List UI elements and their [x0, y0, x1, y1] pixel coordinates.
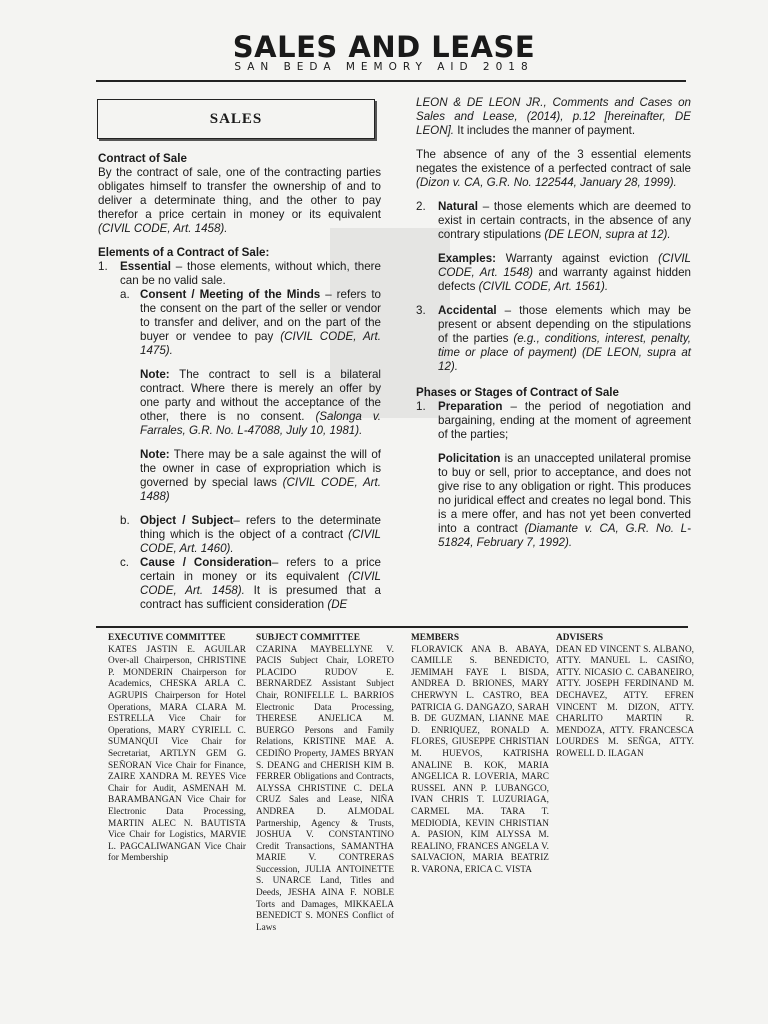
consent-text: – refers to the consent on the part of the seller or vendor to transfer and deliver, and on the part of the buyer or vendee to pay	[140, 288, 381, 343]
note-text: The contract to sell is a bilateral contract. Where there is merely an offer by one party and without the acceptance of the other, there is no consent.	[140, 368, 381, 423]
cause-citation: (CIVIL CODE, Art. 1458).	[140, 570, 381, 597]
note-expropriation	[98, 448, 381, 504]
members-list: FLORAVICK ANA B. ABAYA, CAMILLE S. BENEDICTO, JEMIMAH FAYE I. BISDA, ANDREA D. BRIONES, MARY CHERWYN L. CASTRO, BEA PATRICIA G. DANGAZO, SARAH B. DE GUZMAN, LIANNE MAE D. ENRIQUEZ, RONALD A. FLORES, GIUSEPPE CHRISTIAN M. HUEVOS, KATRISHA ANALINE B. KOK, MARIA ANGELICA R. LOVERIA, MARC RUSSEL ANN P. LUBANGCO, IVAN CHRIS T. LUZURIAGA, CARMEL MA. TARA T. MEDIODIA, KEVIN CHRISTIAN A. PASION, KIM ALYSSA M. REALINO, FRANCES ANGELA V. SALVACION, MARIA BEATRIZ R. VARONA, ERICA C. VISTA	[411, 644, 549, 875]
list-item-natural	[416, 200, 691, 242]
cause-citation-2: (DE	[327, 598, 348, 611]
policitation-citation: (Diamante v. CA, G.R. No. L-51824, February 7, 1992).	[438, 522, 691, 549]
subject-committee-list: CZARINA MAYBELLYNE V. PACIS Subject Chair, LORETO PLACIDO RUDOV E. BERNARDEZ Assistant Subject Chair, RONIFELLE L. BARRIOS Electronic Data Processing, THERESE ANJELICA M. BUERGO Persons and Family Relations, KRISTINE MAE A. CEDIÑO Property, JAMES BRYAN S. DEANG and CHERISH KIM B. FERRER Obligations and Contracts, ALYSSA CHRISTINE C. DELA CRUZ Sales and Lease, NIÑA ANDREA D. ALMODAL Partnership, Agency & Trusts, JOSHUA V. CONSTANTINO Credit Transactions, SAMANTHA MARIE V. CONTRERAS Succession, JULIA ANTOINETTE S. UNARCE Land, Titles and Deeds, JESHA AINA F. NOBLE Torts and Damages, MIKKAELA BENEDICT S. MONES Conflict of Laws	[256, 644, 394, 933]
essential-term: Essential	[120, 260, 171, 273]
essential-text: – those elements, without which, there can be no valid sale.	[120, 260, 381, 287]
list-number: 2.	[416, 200, 426, 213]
section-title-sales: SALES	[209, 111, 263, 127]
list-letter: b.	[120, 514, 130, 527]
continued-citation	[416, 96, 691, 138]
object-text: – refers to the determinate thing which is the object of a contract	[140, 514, 381, 541]
list-number: 3.	[416, 304, 426, 317]
continued-text: It includes the manner of payment.	[454, 124, 636, 137]
examples-citation: (CIVIL CODE, Art. 1548)	[438, 252, 691, 279]
page-subtitle: SAN BEDA MEMORY AID 2018	[234, 61, 534, 73]
note-label: Note:	[140, 368, 170, 381]
examples-citation-2: (CIVIL CODE, Art. 1561).	[478, 280, 609, 293]
absence-text: The absence of any of the 3 essential elements negates the existence of a perfected contract of sale	[416, 148, 691, 175]
preparation-term: Preparation	[438, 400, 503, 413]
header-rule	[96, 80, 686, 82]
page-title: SALES AND LEASE	[232, 30, 536, 64]
list-item-essential	[98, 260, 381, 288]
policitation-term: Policitation	[438, 452, 501, 465]
right-column	[416, 96, 691, 550]
examples-text: Warranty against eviction	[496, 252, 659, 265]
policitation-paragraph	[416, 452, 691, 550]
list-number: 1.	[416, 400, 426, 413]
examples-label: Examples:	[438, 252, 496, 265]
note-label: Note:	[140, 448, 170, 461]
cause-term: Cause / Consideration	[140, 556, 272, 569]
elements-heading: Elements of a Contract of Sale:	[98, 246, 270, 259]
accidental-citation: (e.g., conditions, interest, penalty, time or place of payment) (DE LEON, supra at 12).	[438, 332, 691, 373]
contract-of-sale-heading: Contract of Sale	[98, 152, 187, 165]
list-item-accidental	[416, 304, 691, 374]
advisers-list: DEAN ED VINCENT S. ALBANO, ATTY. MANUEL L. CASIÑO, ATTY. NICASIO C. CABANEIRO, ATTY. JOSEPH FERDINAND M. DECHAVEZ, ATTY. EFREN VINCENT M. DIZON, ATTY. CHARLITO MARTIN R. MENDOZA, ATTY. FRANCESCA LOURDES M. SEÑGA, ATTY. ROWELL D. ILAGAN	[556, 644, 694, 759]
subject-committee	[256, 633, 394, 934]
list-item-object	[98, 514, 381, 556]
subject-committee-heading: SUBJECT COMMITTEE	[256, 633, 360, 643]
absence-paragraph	[416, 148, 691, 190]
consent-citation: (CIVIL CODE, Art. 1475).	[140, 330, 381, 357]
list-item-preparation	[416, 400, 691, 442]
examples-text-2: and warranty against hidden defects	[438, 266, 691, 293]
accidental-term: Accidental	[438, 304, 497, 317]
preparation-text: – the period of negotiation and bargaining, ending at the moment of agreement of the parties;	[438, 400, 691, 441]
note-text: There may be a sale against the will of the owner in case of expropriation which is governed by special laws	[140, 448, 381, 489]
definition-text: By the contract of sale, one of the contracting parties obligates himself to transfer the ownership of and to deliver a determinate thing, and the other to pay therefor a price certain in money or its equivalent	[98, 166, 381, 221]
natural-text: – those elements which are deemed to exist in certain contracts, in the absence of any contrary stipulations	[438, 200, 691, 241]
left-column	[98, 152, 381, 612]
object-citation: (CIVIL CODE, Art. 1460).	[140, 528, 381, 555]
executive-committee-list: KATES JASTIN E. AGUILAR Over-all Chairperson, CHRISTINE P. MONDERIN Chairperson for Academics, CHESKA ARLA C. AGRUPIS Chairperson for Hotel Operations, MARA CLARA M. ESTRELLA Vice Chair for Operations, MARY CYRIELL C. SUMANQUI Vice Chair for Secretariat, ARTLYN GEM G. SEÑORAN Vice Chair for Finance, ZAIRE XANDRA M. REYES Vice Chair for Audit, ASMENAH M. BARAMBANGAN Vice Chair for Electronic Data Processing, MARTIN ALEC N. BAUTISTA Vice Chair for Logistics, MARVIE L. PAGCALIWANGAN Vice Chair for Membership	[108, 644, 246, 864]
natural-citation: (DE LEON, supra at 12).	[544, 228, 671, 241]
contract-of-sale-definition	[98, 166, 381, 236]
members-heading: MEMBERS	[411, 633, 460, 643]
footer-rule	[96, 626, 688, 628]
note-citation: (Salonga v. Farrales, G.R. No. L-47088, July 10, 1981).	[140, 410, 381, 437]
object-term: Object / Subject	[140, 514, 234, 527]
advisers	[556, 633, 694, 761]
phases-heading: Phases or Stages of Contract of Sale	[416, 386, 619, 399]
executive-committee-heading: EXECUTIVE COMMITTEE	[108, 633, 226, 643]
cause-text-2: It is presumed that a contract has sufficient consideration	[140, 584, 381, 611]
list-letter: a.	[120, 288, 130, 301]
section-box-sales	[97, 99, 375, 139]
accidental-text: – those elements which may be present or absent depending on the stipulations of the parties	[438, 304, 691, 345]
executive-committee	[108, 633, 246, 865]
policitation-text: is an unaccepted unilateral promise to buy or sell, prior to acceptance, and does not give rise to any obligation or right. This produces no juridical effect and creates no legal bond. This is a mere offer, and has not yet been converted into a contract	[438, 452, 691, 535]
list-letter: c.	[120, 556, 130, 569]
de-leon-citation: LEON & DE LEON JR., Comments and Cases on Sales and Lease, (2014), p.12 [hereinafter, DE LEON].	[416, 96, 691, 137]
natural-term: Natural	[438, 200, 478, 213]
cause-text: – refers to a price certain in money or its equivalent	[140, 556, 382, 583]
list-number: 1.	[98, 260, 108, 273]
advisers-heading: ADVISERS	[556, 633, 604, 643]
consent-term: Consent / Meeting of the Minds	[140, 288, 321, 301]
list-item-cause	[98, 556, 381, 612]
members	[411, 633, 549, 876]
examples-paragraph	[416, 252, 691, 294]
list-item-consent	[98, 288, 381, 358]
note-citation: (CIVIL CODE, Art. 1488)	[140, 476, 381, 503]
note-bilateral	[98, 368, 381, 438]
absence-citation: (Dizon v. CA, G.R. No. 122544, January 28, 1999).	[416, 176, 677, 189]
definition-citation: (CIVIL CODE, Art. 1458).	[98, 222, 228, 235]
